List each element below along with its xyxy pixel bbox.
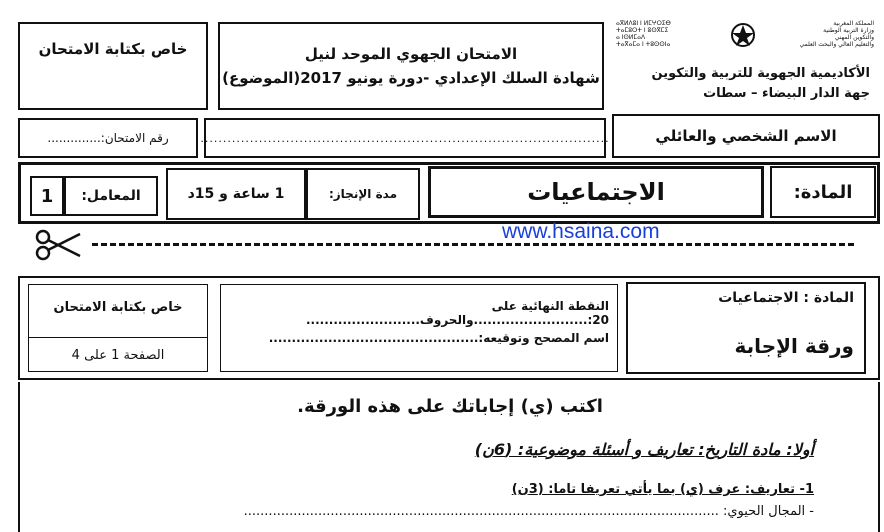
term-answer-line[interactable]: - المجال الحيوي: ................................................................................................................... — [243, 504, 814, 519]
duration-label-box — [306, 168, 420, 220]
logo-right-line: وزارة التربية الوطنية — [823, 27, 874, 34]
subject-label: المادة: — [793, 181, 853, 203]
fullname-box — [612, 114, 880, 158]
academy-name — [620, 64, 870, 104]
reserved-box-answer — [28, 284, 208, 372]
page-label: الصفحة 1 على 4 — [71, 347, 165, 363]
section-title: أولا: مادة التاريخ: تعاريف و أسئلة موضوعية: (6ن) — [474, 440, 814, 459]
academy-line2: جهة الدار البيضاء – سطات — [703, 86, 870, 101]
subject-value: الاجتماعيات — [527, 178, 665, 206]
coefficient-label: المعامل: — [81, 188, 141, 204]
exam-title-box — [218, 22, 604, 110]
logo-left-text — [616, 20, 724, 48]
coefficient-label-box — [64, 176, 158, 216]
body-right-border — [878, 382, 880, 532]
instruction-text: اكتب (ي) إجاباتك على هذه الورقة. — [297, 395, 603, 417]
answer-subject-label: المادة : الاجتماعيات — [718, 290, 854, 306]
body-left-border — [18, 382, 20, 532]
logo-left-line: ⵜⴰⴳⴰⵎⴰ ⵏ ⵜⵓⵙⵙⵏⴰ — [616, 41, 671, 48]
emblem-icon — [728, 20, 758, 50]
score-box — [220, 284, 618, 372]
logo-left-line: ⵜⴰⵎⵓⵔⵜ ⵏ ⵓⵙⴳⵎⵉ — [616, 27, 669, 34]
logo-right-line: والتعليم العالي والبحث العلمي — [799, 41, 874, 48]
reserved-answer-label: خاص بكتابة الامتحان — [53, 299, 183, 315]
duration-value: 1 ساعة و 15د — [187, 186, 285, 202]
fullname-label: الاسم الشخصي والعائلي — [655, 127, 837, 145]
blank-field-box — [200, 118, 610, 158]
final-score-field[interactable]: النقطة النهائية على 20:.........................والحروف......................... — [305, 299, 609, 327]
academy-line1: الأكاديمية الجهوية للتربية والتكوين — [651, 66, 870, 81]
logo-left-line: ⴰ ⵏⵙⵍⵎⴰⴷ — [616, 34, 646, 41]
corrector-field[interactable]: اسم المصحح وتوقيعه:.............................................. — [268, 331, 609, 345]
logo-right-line: والتكوين المهني — [834, 34, 874, 41]
academy-header — [612, 18, 878, 112]
exam-title-line2: شهادة السلك الإعدادي -دورة يونيو 2017(الموضوع) — [222, 69, 600, 87]
logo-right-text — [790, 20, 874, 48]
logo-right-line: المملكة المغربية — [833, 20, 874, 27]
duration-value-box — [166, 168, 306, 220]
subject-label-box — [770, 166, 876, 218]
exam-number-box — [18, 118, 198, 158]
answer-sheet-title: ورقة الإجابة — [734, 334, 854, 358]
answer-subject-box — [626, 282, 866, 374]
duration-label: مدة الإنجاز: — [328, 187, 398, 201]
cut-line — [92, 243, 854, 246]
exam-title-line1: الامتحان الجهوي الموحد لنيل — [304, 45, 518, 63]
exam-number-label[interactable]: رقم الامتحان:.............. — [47, 131, 169, 145]
scissors-icon — [34, 228, 84, 262]
reserved-label: خاص بكتابة الامتحان — [38, 40, 188, 58]
watermark-url[interactable]: www.hsaina.com — [502, 220, 660, 243]
question-title: 1- تعاريف: عرف (ي) بما يأتي تعريفا تاما: (3ن) — [511, 482, 814, 497]
logo-left-line: ⴰⴳⵍⴷⵓⵏ ⵏ ⵍⵎⵖⵔⵉⴱ — [616, 20, 671, 27]
subject-value-box — [428, 166, 764, 218]
reserved-box-top — [18, 22, 208, 110]
blank-dotted-field[interactable]: ........................................................................................... — [200, 131, 610, 145]
coefficient-value-box — [30, 176, 64, 216]
coefficient-value: 1 — [40, 185, 54, 207]
